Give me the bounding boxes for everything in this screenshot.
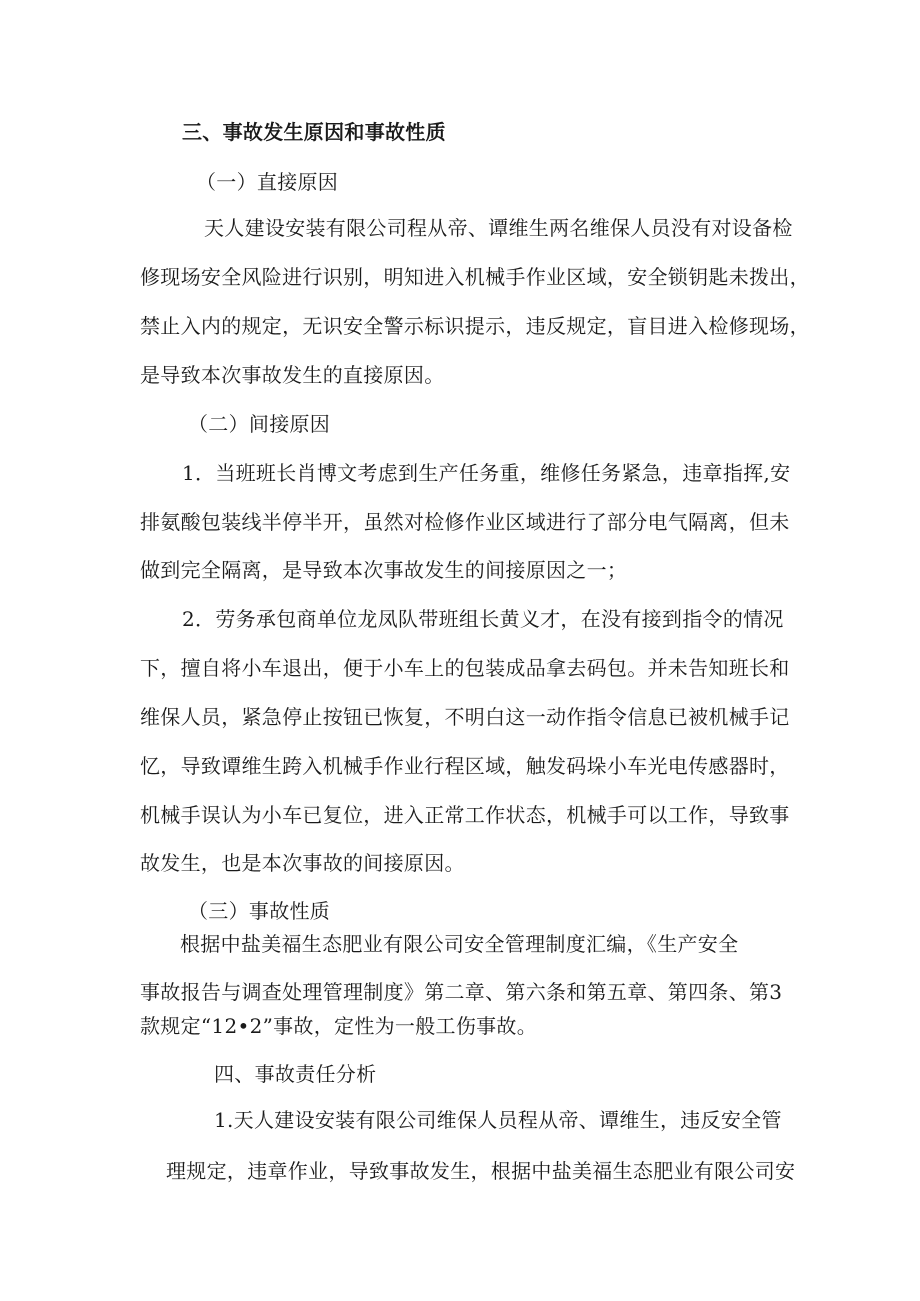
indirect-item2-line-2: 下，擅自将小车退出，便于小车上的包装成品拿去码包。并未告知班长和 — [140, 656, 790, 680]
nature-line-2: 事故报告与调查处理管理制度》第二章、第六条和第五章、第四条、第3 — [140, 980, 783, 1004]
nature-line-3: 款规定“12•2”事故，定性为一般工伤事故。 — [140, 1014, 538, 1038]
indirect-item2-line-5: 机械手误认为小车已复位，进入正常工作状态，机械手可以工作，导致事 — [140, 803, 790, 827]
indirect-item1-line-3: 做到完全隔离，是导致本次事故发生的间接原因之一； — [140, 558, 628, 582]
responsibility-item1-line-2: 理规定，违章作业，导致事故发生，根据中盐美福生态肥业有限公司安 — [166, 1159, 796, 1183]
nature-line-1: 根据中盐美福生态肥业有限公司安全管理制度汇编，《生产安全 — [180, 932, 739, 956]
section-heading-causes: 三、事故发生原因和事故性质 — [182, 120, 446, 144]
indirect-item1-line-2: 排氨酸包装线半停半开，虽然对检修作业区域进行了部分电气隔离，但未 — [140, 510, 790, 534]
direct-cause-line-1: 天人建设安装有限公司程从帝、谭维生两名维保人员没有对设备检 — [204, 216, 793, 240]
indirect-item1-line-1: 1．当班班长肖博文考虑到生产任务重，维修任务紧急，违章指挥,安 — [182, 461, 791, 485]
section-heading-responsibility: 四、事故责任分析 — [214, 1062, 377, 1086]
direct-cause-line-2: 修现场安全风险进行识别，明知进入机械手作业区域，安全锁钥匙未拨出， — [140, 265, 810, 289]
indirect-item2-line-1: 2．劳务承包商单位龙凤队带班组长黄义才，在没有接到指令的情况 — [182, 607, 784, 631]
subheading-accident-nature: （三）事故性质 — [188, 899, 331, 923]
direct-cause-line-3: 禁止入内的规定，无识安全警示标识提示，违反规定，盲目进入检修现场， — [140, 314, 810, 338]
direct-cause-line-4: 是导致本次事故发生的直接原因。 — [140, 363, 445, 387]
subheading-indirect-cause: （二）间接原因 — [188, 412, 331, 436]
indirect-item2-line-6: 故发生，也是本次事故的间接原因。 — [140, 851, 465, 875]
indirect-item2-line-4: 忆，导致谭维生跨入机械手作业行程区域，触发码垛小车光电传感器时， — [140, 754, 790, 778]
subheading-direct-cause: （一）直接原因 — [196, 170, 339, 194]
indirect-item2-line-3: 维保人员，紧急停止按钮已恢复，不明白这一动作指令信息已被机械手记 — [140, 705, 790, 729]
responsibility-item1-line-1: 1.天人建设安装有限公司维保人员程从帝、谭维生，违反安全管 — [214, 1108, 782, 1132]
